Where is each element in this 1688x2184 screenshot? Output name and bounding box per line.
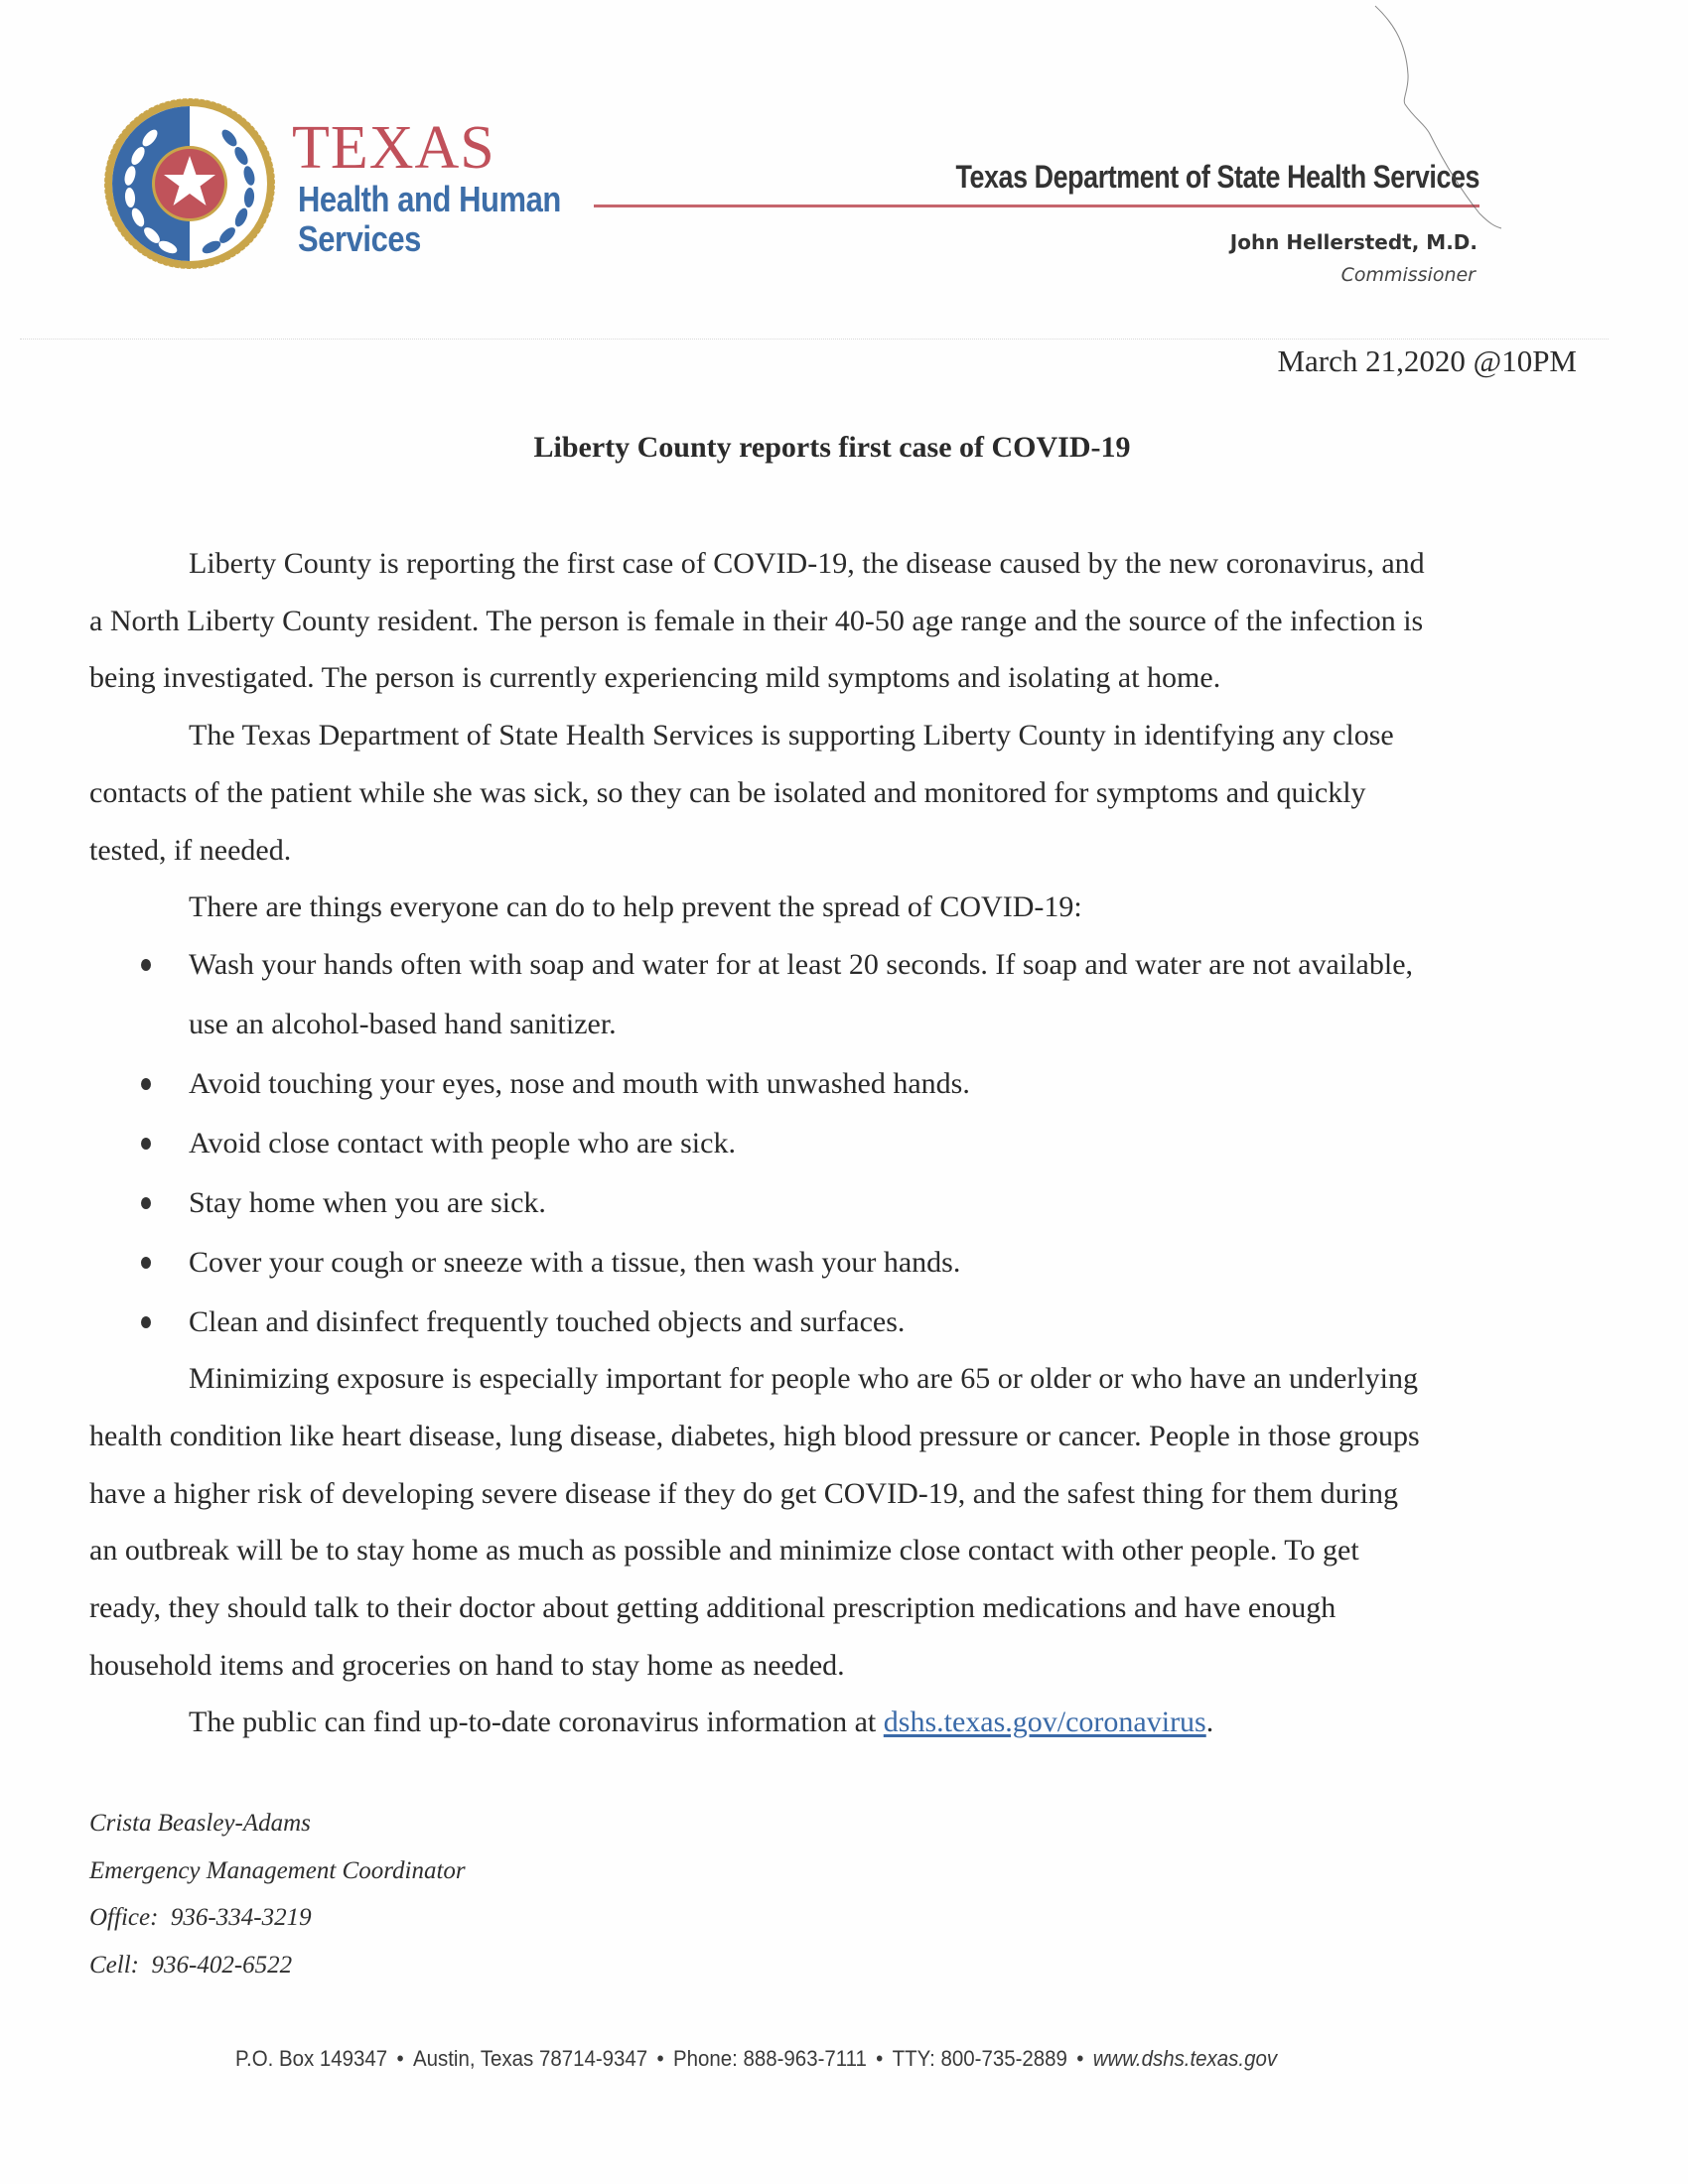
footer-phone: Phone: 888-963-7111	[672, 2046, 867, 2071]
paragraph-1-line-3: being investigated. The person is currently experiencing mild symptoms and isolating at home.	[89, 661, 1221, 694]
paragraph-2-line-2: contacts of the patient while she was sick, so they can be isolated and monitored for symptoms and quickly	[89, 776, 1366, 809]
list-item: Avoid touching your eyes, nose and mouth with unwashed hands.	[189, 1067, 970, 1100]
office-label: Office:	[89, 1904, 159, 1931]
signature-name: Crista Beasley-Adams	[89, 1810, 311, 1837]
cell-label: Cell:	[89, 1952, 139, 1979]
logo-wordmark-services: Services	[298, 218, 421, 259]
footer-website[interactable]: www.dshs.texas.gov	[1092, 2046, 1278, 2071]
paragraph-2-line-1: The Texas Department of State Health Services is supporting Liberty County in identifying any close	[189, 719, 1394, 751]
closing-sentence	[189, 1704, 1213, 1741]
signature-cell-phone	[89, 1951, 292, 1980]
office-phone: 936-334-3219	[170, 1904, 312, 1931]
footer-city: Austin, Texas 78714-9347	[412, 2046, 648, 2071]
bullet-icon	[141, 1078, 151, 1090]
texas-hhs-seal-icon	[102, 96, 277, 271]
coronavirus-info-link[interactable]: dshs.texas.gov/coronavirus	[883, 1706, 1206, 1738]
footer-separator: •	[396, 2046, 404, 2071]
paragraph-2-line-3: tested, if needed.	[89, 834, 292, 867]
commissioner-name: John Hellerstedt, M.D.	[1229, 230, 1477, 254]
paragraph-3-line-5: ready, they should talk to their doctor about getting additional prescription medications and have enough	[89, 1591, 1336, 1624]
footer-separator: •	[656, 2046, 664, 2071]
signature-title: Emergency Management Coordinator	[89, 1857, 466, 1884]
paragraph-3-line-4: an outbreak will be to stay home as much as possible and minimize close contact with other people. To get	[89, 1534, 1359, 1567]
cell-phone: 936-402-6522	[151, 1952, 293, 1979]
list-item: Clean and disinfect frequently touched objects and surfaces.	[189, 1305, 906, 1338]
bullet-icon	[141, 1316, 151, 1328]
headline: Liberty County reports first case of COVID-19	[533, 431, 1131, 464]
list-item: Avoid close contact with people who are sick.	[189, 1127, 736, 1160]
release-date: March 21,2020 @10PM	[1277, 343, 1577, 378]
separator-line	[20, 339, 1609, 341]
commissioner-title: Commissioner	[1340, 264, 1476, 286]
bullet-icon	[141, 1257, 151, 1269]
paragraph-3-line-3: have a higher risk of developing severe disease if they do get COVID-19, and the safest thing for them during	[89, 1477, 1398, 1510]
list-item: Stay home when you are sick.	[189, 1186, 546, 1219]
logo-wordmark-health-and-human: Health and Human	[298, 179, 561, 219]
logo-wordmark-texas: TEXAS	[292, 114, 495, 182]
signature-office-phone	[89, 1903, 312, 1933]
closing-text: The public can find up-to-date coronavirus information at	[189, 1706, 884, 1738]
footer-separator: •	[876, 2046, 884, 2071]
footer-tty: TTY: 800-735-2889	[892, 2046, 1067, 2071]
footer-po-box: P.O. Box 149347	[235, 2046, 388, 2071]
bullet-icon	[141, 959, 151, 971]
list-item: Wash your hands often with soap and water for at least 20 seconds. If soap and water are not available,	[189, 948, 1414, 981]
footer-address	[235, 2045, 1277, 2073]
paragraph-3-line-2: health condition like heart disease, lung disease, diabetes, high blood pressure or cancer. People in those groups	[89, 1420, 1420, 1452]
paragraph-3-line-1: Minimizing exposure is especially important for people who are 65 or older or who have an underlying	[189, 1362, 1418, 1395]
bullet-icon	[141, 1138, 151, 1150]
paragraph-1-line-1: Liberty County is reporting the first case of COVID-19, the disease caused by the new coronavirus, and	[189, 547, 1425, 580]
header-rule	[594, 205, 1479, 207]
bullet-icon	[141, 1197, 151, 1209]
footer-separator: •	[1076, 2046, 1084, 2071]
list-intro: There are things everyone can do to help prevent the spread of COVID-19:	[189, 890, 1082, 923]
paragraph-1-line-2: a North Liberty County resident. The person is female in their 40-50 age range and the source of the infection is	[89, 605, 1424, 637]
list-item: Cover your cough or sneeze with a tissue, then wash your hands.	[189, 1246, 961, 1279]
closing-period: .	[1205, 1706, 1214, 1738]
paragraph-3-line-6: household items and groceries on hand to stay home as needed.	[89, 1649, 845, 1682]
department-title: Texas Department of State Health Services	[955, 159, 1479, 195]
list-item-continuation: use an alcohol-based hand sanitizer.	[189, 1008, 617, 1040]
